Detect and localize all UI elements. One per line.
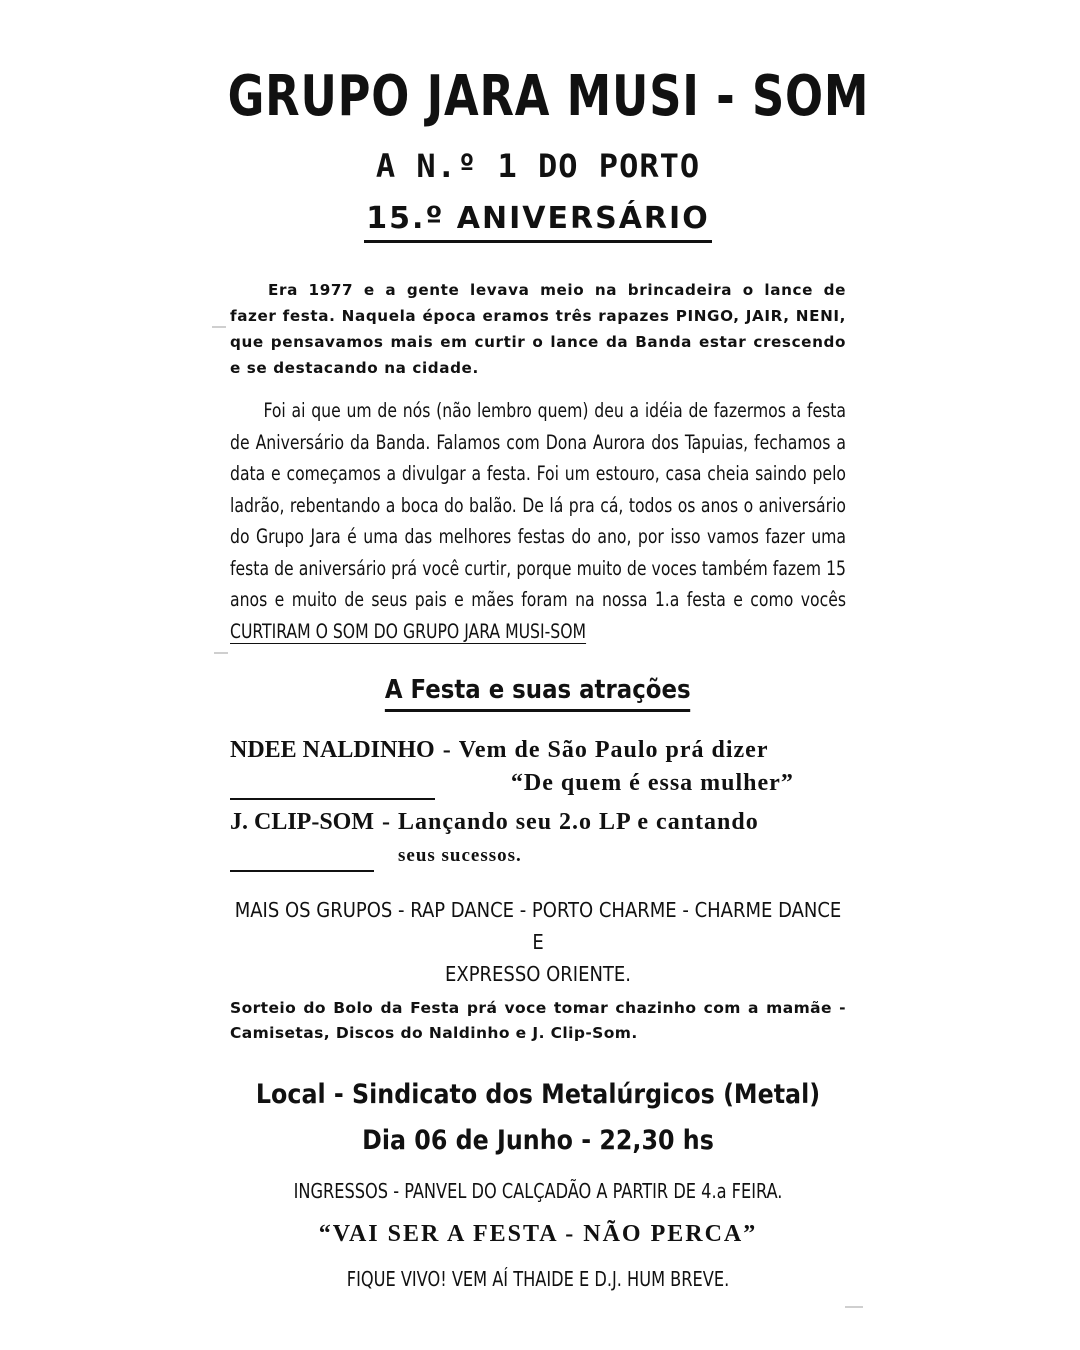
attraction-separator: -	[442, 737, 451, 763]
story-text: Foi ai que um de nós (não lembro quem) deu a idéia de fazermos a festa de Aniversário da Banda. Falamos com Dona Aurora dos Tapuias, fechamos a data e começamos a divulgar a festa. Foi um estouro, casa cheia saindo pelo ladrão, rebentando a boca do balão. De lá pra cá, todos os anos o aniversário do Grupo Jara é uma das melhores festas do ano, por isso vamos fazer uma festa de aniversário prá você curtir, porque muito de voces também fazem 15 anos e muito de seus pais e mães foram na nossa 1.a festa e como vocês	[230, 399, 846, 611]
attraction-line: seus sucessos.	[398, 845, 522, 866]
anniversary-heading: 15.º ANIVERSÁRIO	[364, 200, 711, 243]
attraction-name: J. CLIP-SOM	[230, 806, 374, 872]
attraction-description	[459, 734, 846, 800]
intro-paragraph: Era 1977 e a gente levava meio na brincadeira o lance de fazer festa. Naquela época eramos três rapazes PINGO, JAIR, NENI, que pensavamos mais em curtir o lance da Banda estar crescendo e se destacando na cidade.	[230, 281, 846, 377]
story-highlight: CURTIRAM O SOM DO GRUPO JARA MUSI-SOM	[230, 619, 587, 643]
more-groups	[230, 894, 846, 990]
event-location: Local - Sindicato dos Metalúrgicos (Metal)	[255, 1079, 821, 1110]
attraction-separator: -	[382, 809, 390, 835]
tickets-info: INGRESSOS - PANVEL DO CALÇADÃO A PARTIR DE 4.a FEIRA.	[293, 1179, 783, 1203]
attractions-heading-wrap	[230, 673, 846, 712]
attraction-line: Lançando seu 2.o LP e cantando	[398, 809, 759, 835]
raffle-text: Sorteio do Bolo da Festa prá voce tomar chazinho com a mamãe - Camisetas, Discos do Naldinho e J. Clip-Som.	[230, 999, 846, 1042]
slogan: “VAI SER A FESTA - NÃO PERCA”	[318, 1221, 758, 1247]
attractions-heading: A Festa e suas atrações	[385, 673, 691, 712]
attraction-name: NDEE NALDINHO	[230, 734, 435, 800]
scan-speck	[214, 652, 228, 654]
more-groups-line: MAIS OS GRUPOS - RAP DANCE - PORTO CHARME - CHARME DANCE E	[234, 898, 842, 954]
teaser: FIQUE VIVO! VEM AÍ THAIDE E D.J. HUM BREVE.	[346, 1267, 730, 1291]
flyer-subtitle: A N.º 1 DO PORTO	[375, 147, 701, 185]
attraction-line: Vem de São Paulo prá dizer	[458, 737, 769, 763]
flyer-title: GRUPO JARA MUSI - SOM	[227, 64, 870, 129]
attraction-description	[398, 806, 846, 872]
event-date-time: Dia 06 de Junho - 22,30 hs	[362, 1125, 714, 1156]
scan-speck	[212, 326, 226, 328]
attraction-item	[230, 734, 846, 800]
flyer	[227, 62, 870, 1294]
attraction-item	[230, 806, 846, 872]
anniversary-heading-wrap	[230, 200, 846, 243]
attraction-line: “De quem é essa mulher”	[510, 770, 794, 796]
story-paragraph	[230, 395, 846, 647]
more-groups-line: EXPRESSO ORIENTE.	[445, 962, 631, 986]
scan-speck	[845, 1306, 863, 1308]
